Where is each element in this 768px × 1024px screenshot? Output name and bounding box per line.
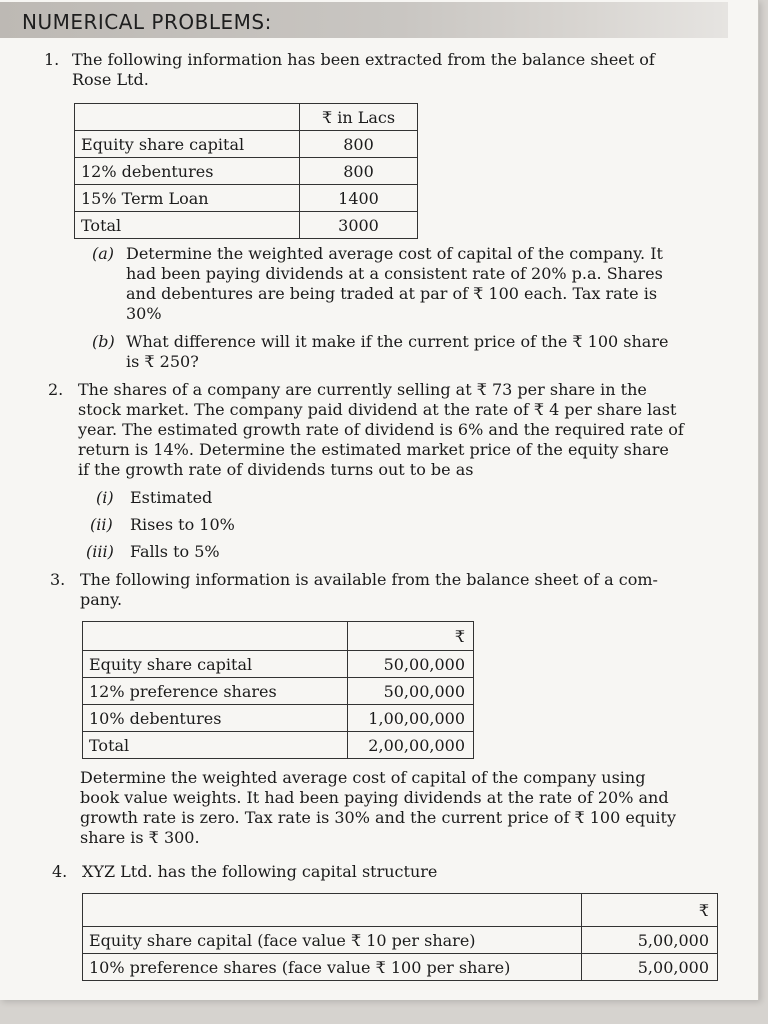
q3-after-line: growth rate is zero. Tax rate is 30% and the current price of ₹ 100 equity — [80, 808, 676, 827]
table-cell: 10% debentures — [83, 705, 348, 732]
q3-line: The following information is available from the balance sheet of a com- — [80, 570, 658, 589]
table-cell: Total — [83, 732, 348, 759]
q3-after-text — [80, 768, 750, 848]
q3-text — [80, 570, 740, 610]
table-row — [83, 705, 474, 732]
table-cell — [75, 104, 300, 131]
table-cell — [83, 894, 582, 927]
table-cell — [83, 622, 348, 651]
table-header-row — [83, 622, 474, 651]
table-row — [83, 651, 474, 678]
table-cell: 50,00,000 — [348, 651, 474, 678]
table-header-row — [83, 894, 718, 927]
table-row — [83, 732, 474, 759]
section-banner — [0, 2, 728, 38]
q2-text — [78, 380, 738, 480]
q3-after-line: Determine the weighted average cost of capital of the company using — [80, 768, 646, 787]
q3-table — [82, 621, 474, 759]
q1a-line: Determine the weighted average cost of capital of the company. It — [126, 244, 663, 263]
table-unit-header: ₹ — [348, 622, 474, 651]
table-cell: 5,00,000 — [582, 954, 718, 981]
q2-line: The shares of a company are currently selling at ₹ 73 per share in the — [78, 380, 647, 399]
q3-after-line: share is ₹ 300. — [80, 828, 200, 847]
q2-line: return is 14%. Determine the estimated market price of the equity share — [78, 440, 669, 459]
q4-number: 4. — [52, 862, 68, 881]
table-unit-header: ₹ in Lacs — [300, 104, 418, 131]
section-title: NUMERICAL PROBLEMS: — [22, 10, 272, 34]
q2-number: 2. — [48, 380, 64, 399]
q2-item-text: Rises to 10% — [130, 515, 235, 534]
q1-line-1: The following information has been extracted from the balance sheet of — [72, 50, 655, 69]
table-cell: 800 — [300, 158, 418, 185]
table-cell: 5,00,000 — [582, 927, 718, 954]
table-cell: Equity share capital (face value ₹ 10 per share) — [83, 927, 582, 954]
q2-item-marker: (i) — [96, 488, 114, 507]
table-row — [83, 678, 474, 705]
q3-line: pany. — [80, 590, 123, 609]
q1b-text — [126, 332, 736, 372]
table-cell: 15% Term Loan — [75, 185, 300, 212]
table-header-row — [75, 104, 418, 131]
q1-table — [74, 103, 418, 239]
q1b-marker: (b) — [92, 332, 115, 351]
q1a-text — [126, 244, 736, 324]
q4-table — [82, 893, 718, 981]
table-cell: Equity share capital — [75, 131, 300, 158]
q3-number: 3. — [50, 570, 66, 589]
table-cell: 2,00,00,000 — [348, 732, 474, 759]
table-row — [75, 131, 418, 158]
q2-item-text: Falls to 5% — [130, 542, 220, 561]
q2-line: if the growth rate of dividends turns out to be as — [78, 460, 474, 479]
table-unit-header: ₹ — [582, 894, 718, 927]
table-cell: 1400 — [300, 185, 418, 212]
table-cell: 12% debentures — [75, 158, 300, 185]
q1a-line: had been paying dividends at a consistent rate of 20% p.a. Shares — [126, 264, 663, 283]
q1b-line: is ₹ 250? — [126, 352, 199, 371]
table-row — [83, 927, 718, 954]
q1a-line: and debentures are being traded at par of ₹ 100 each. Tax rate is — [126, 284, 658, 303]
q3-after-line: book value weights. It had been paying dividends at the rate of 20% and — [80, 788, 669, 807]
q1-number: 1. — [44, 50, 60, 69]
table-row — [75, 158, 418, 185]
table-row — [83, 954, 718, 981]
q4-line: XYZ Ltd. has the following capital structure — [82, 862, 438, 881]
table-row — [75, 212, 418, 239]
q1a-line: 30% — [126, 304, 162, 323]
table-cell: 3000 — [300, 212, 418, 239]
table-row — [75, 185, 418, 212]
table-cell: 800 — [300, 131, 418, 158]
table-cell: 50,00,000 — [348, 678, 474, 705]
q2-item-marker: (iii) — [86, 542, 114, 561]
table-cell: 10% preference shares (face value ₹ 100 per share) — [83, 954, 582, 981]
q2-line: stock market. The company paid dividend at the rate of ₹ 4 per share last — [78, 400, 677, 419]
q1a-marker: (a) — [92, 244, 115, 263]
table-cell: 12% preference shares — [83, 678, 348, 705]
table-cell: Equity share capital — [83, 651, 348, 678]
q2-item-text: Estimated — [130, 488, 213, 507]
q1b-line: What difference will it make if the current price of the ₹ 100 share — [126, 332, 669, 351]
table-cell: 1,00,00,000 — [348, 705, 474, 732]
q2-item-marker: (ii) — [90, 515, 113, 534]
q1-line-2: Rose Ltd. — [72, 70, 149, 89]
table-cell: Total — [75, 212, 300, 239]
q2-line: year. The estimated growth rate of dividend is 6% and the required rate of — [78, 420, 684, 439]
